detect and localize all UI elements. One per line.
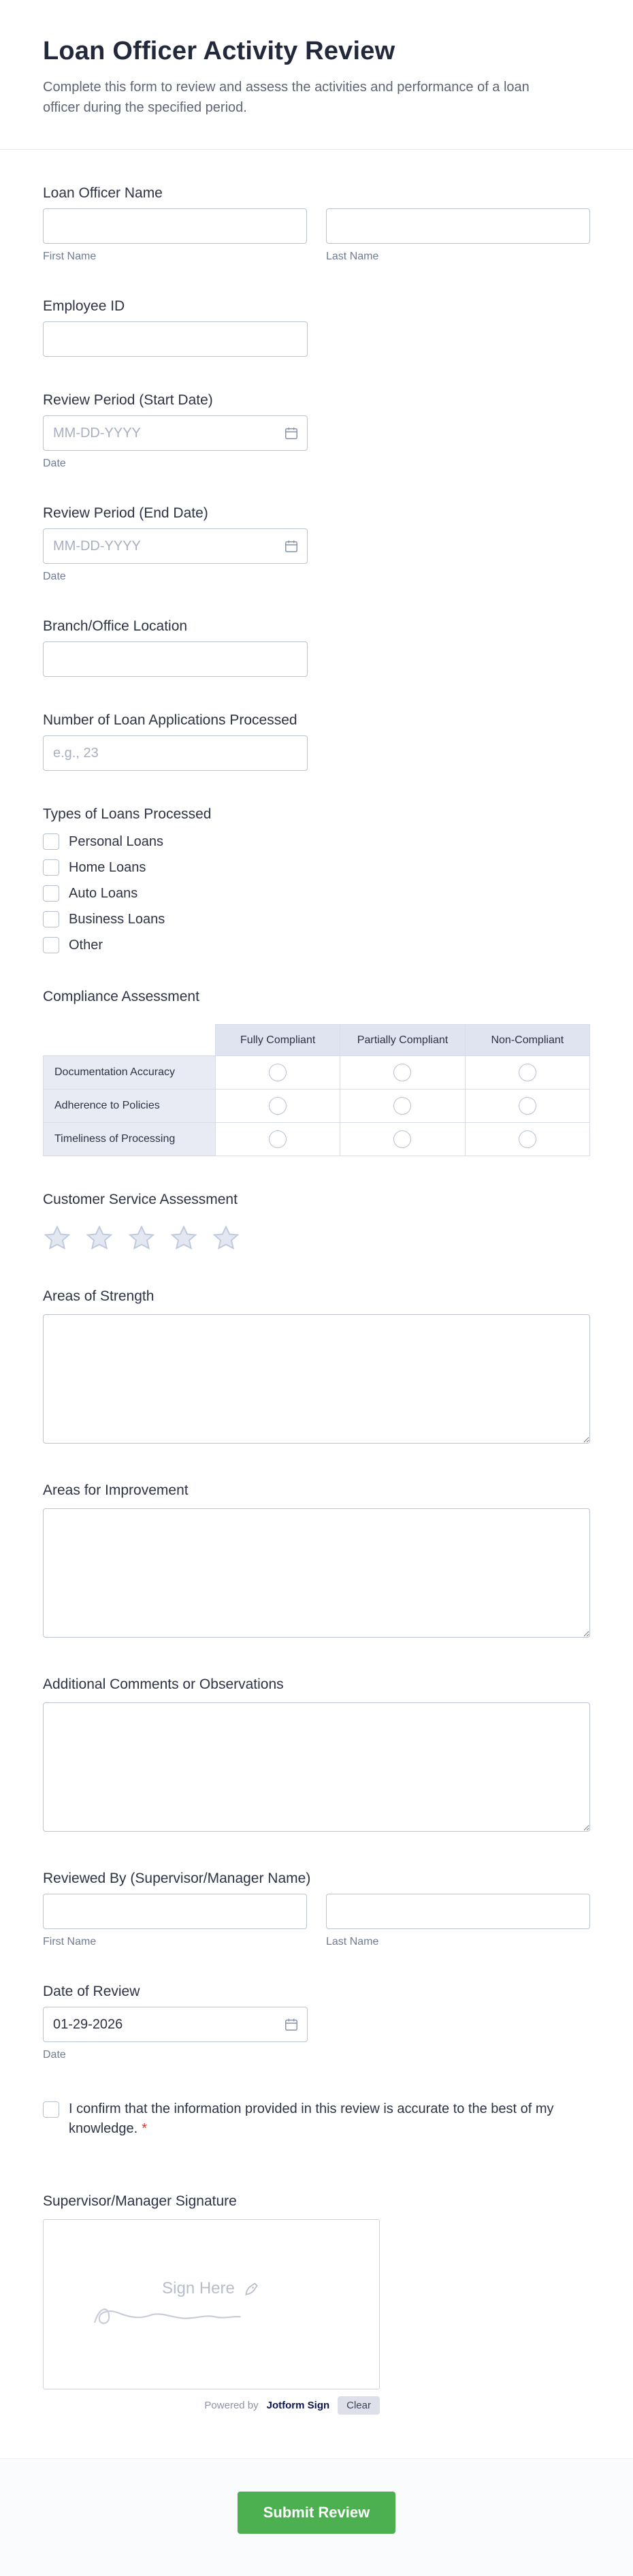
radio-button[interactable] [269,1130,287,1148]
loan-types-options [43,833,590,953]
matrix-cell[interactable] [340,1123,465,1156]
review-end-date-input[interactable] [43,528,308,564]
radio-button[interactable] [393,1130,411,1148]
field-num-applications [43,712,590,771]
checkbox[interactable] [43,833,59,850]
checkbox[interactable] [43,911,59,927]
form-header [0,0,633,118]
confirmation-text: I confirm that the information provided in this review is accurate to the best of my knowledge. [69,2101,554,2136]
checkbox[interactable] [43,2101,59,2118]
matrix-cell[interactable] [340,1090,465,1123]
radio-button[interactable] [269,1097,287,1115]
compliance-label: Compliance Assessment [43,989,199,1004]
field-customer-service [43,1192,590,1253]
field-date-of-review [43,1984,590,2061]
radio-button[interactable] [519,1097,536,1115]
sign-here-text: Sign Here [162,2279,235,2297]
date-of-review-label: Date of Review [43,1984,140,1999]
radio-button[interactable] [519,1130,536,1148]
employee-id-input[interactable] [43,321,308,357]
comments-label: Additional Comments or Observations [43,1676,284,1692]
signature-squiggle-icon [82,2300,253,2329]
matrix-cell[interactable] [340,1056,465,1090]
strengths-label: Areas of Strength [43,1288,155,1304]
loan-officer-last-name-input[interactable] [326,208,590,244]
confirmation-label [69,2099,559,2139]
matrix-cell[interactable] [465,1123,589,1156]
signature-footer [43,2396,380,2415]
field-additional-comments [43,1676,590,1835]
checkbox-option-home-loans[interactable] [43,859,590,876]
checkbox-option-auto-loans[interactable] [43,885,590,902]
submit-section [0,2458,633,2576]
review-end-sublabel: Date [43,571,66,582]
reviewer-first-name-input[interactable] [43,1894,307,1929]
required-asterisk: * [142,2121,147,2136]
reviewed-by-label: Reviewed By (Supervisor/Manager Name) [43,1871,311,1886]
option-label: Personal Loans [69,833,163,849]
field-employee-id [43,298,590,357]
date-of-review-sublabel: Date [43,2049,66,2061]
review-start-sublabel: Date [43,458,66,469]
field-areas-of-strength [43,1288,590,1447]
field-review-end-date [43,505,590,583]
signature-pad[interactable] [43,2219,380,2389]
matrix-col-header-non-compliant: Non-Compliant [465,1025,589,1056]
last-name-sublabel: Last Name [326,251,379,262]
review-start-label: Review Period (Start Date) [43,392,213,408]
matrix-row-label: Timeliness of Processing [44,1123,216,1156]
customer-service-label: Customer Service Assessment [43,1192,238,1207]
branch-location-input[interactable] [43,641,308,677]
confirmation-checkbox-row[interactable] [43,2099,590,2139]
review-start-date-input[interactable] [43,415,308,451]
matrix-cell[interactable] [465,1090,589,1123]
checkbox[interactable] [43,937,59,953]
powered-by-text: Powered by [204,2400,259,2411]
branch-label: Branch/Office Location [43,618,188,634]
num-applications-input[interactable] [43,735,308,771]
field-loan-officer-name [43,185,590,263]
radio-button[interactable] [519,1064,536,1081]
page-subtitle: Complete this form to review and assess the activities and performance of a loan officer during the specified period. [43,80,530,115]
field-branch-location [43,618,590,677]
loan-types-label: Types of Loans Processed [43,806,212,822]
star-icon[interactable] [127,1224,156,1253]
option-label: Auto Loans [69,885,138,901]
option-label: Other [69,937,103,953]
matrix-cell[interactable] [465,1056,589,1090]
pen-icon [243,2280,261,2297]
matrix-header-row [44,1025,590,1056]
review-end-label: Review Period (End Date) [43,505,208,521]
reviewer-last-name-input[interactable] [326,1894,590,1929]
checkbox[interactable] [43,885,59,902]
star-icon[interactable] [169,1224,198,1253]
field-signature [43,2193,590,2415]
matrix-col-header-partially-compliant: Partially Compliant [340,1025,465,1056]
loan-officer-name-label: Loan Officer Name [43,185,163,201]
matrix-col-header-fully-compliant: Fully Compliant [216,1025,340,1056]
form-body [0,150,633,2415]
employee-id-label: Employee ID [43,298,125,314]
jotform-sign-brand: Jotform Sign [266,2400,330,2411]
field-areas-for-improvement [43,1482,590,1641]
matrix-cell[interactable] [216,1056,340,1090]
date-of-review-input[interactable] [43,2007,308,2042]
clear-signature-button[interactable]: Clear [338,2396,380,2415]
calendar-icon[interactable] [284,426,299,441]
matrix-row-documentation-accuracy [44,1056,590,1090]
signature-placeholder [44,2220,379,2389]
page-title: Loan Officer Activity Review [43,37,395,65]
matrix-cell[interactable] [216,1123,340,1156]
matrix-row-label: Adherence to Policies [44,1090,216,1123]
option-label: Home Loans [69,859,146,875]
first-name-sublabel: First Name [43,251,97,262]
matrix-row-adherence-to-policies [44,1090,590,1123]
calendar-icon[interactable] [284,539,299,554]
radio-button[interactable] [393,1097,411,1115]
compliance-matrix [43,1024,590,1156]
field-reviewed-by [43,1871,590,1948]
improvement-textarea[interactable] [43,1508,590,1638]
star-rating [43,1224,590,1253]
field-review-start-date [43,392,590,470]
strengths-textarea[interactable] [43,1314,590,1444]
improvement-label: Areas for Improvement [43,1482,189,1498]
radio-button[interactable] [269,1064,287,1081]
star-icon[interactable] [43,1224,71,1253]
checkbox-option-personal-loans[interactable] [43,833,590,850]
matrix-row-label: Documentation Accuracy [44,1056,216,1090]
star-icon[interactable] [212,1224,240,1253]
field-loan-types [43,806,590,953]
last-name-sublabel: Last Name [326,1936,379,1947]
comments-textarea[interactable] [43,1702,590,1832]
calendar-icon[interactable] [284,2017,299,2032]
submit-button[interactable]: Submit Review [238,2492,395,2534]
matrix-row-timeliness-of-processing [44,1123,590,1156]
checkbox[interactable] [43,859,59,876]
first-name-sublabel: First Name [43,1936,97,1947]
radio-button[interactable] [393,1064,411,1081]
star-icon[interactable] [85,1224,114,1253]
signature-label: Supervisor/Manager Signature [43,2193,237,2209]
field-compliance-assessment [43,989,590,1156]
checkbox-option-other[interactable] [43,937,590,953]
option-label: Business Loans [69,911,165,927]
loan-officer-first-name-input[interactable] [43,208,307,244]
matrix-cell[interactable] [216,1090,340,1123]
checkbox-option-business-loans[interactable] [43,911,590,927]
num-applications-label: Number of Loan Applications Processed [43,712,297,728]
matrix-corner-cell [44,1025,216,1056]
